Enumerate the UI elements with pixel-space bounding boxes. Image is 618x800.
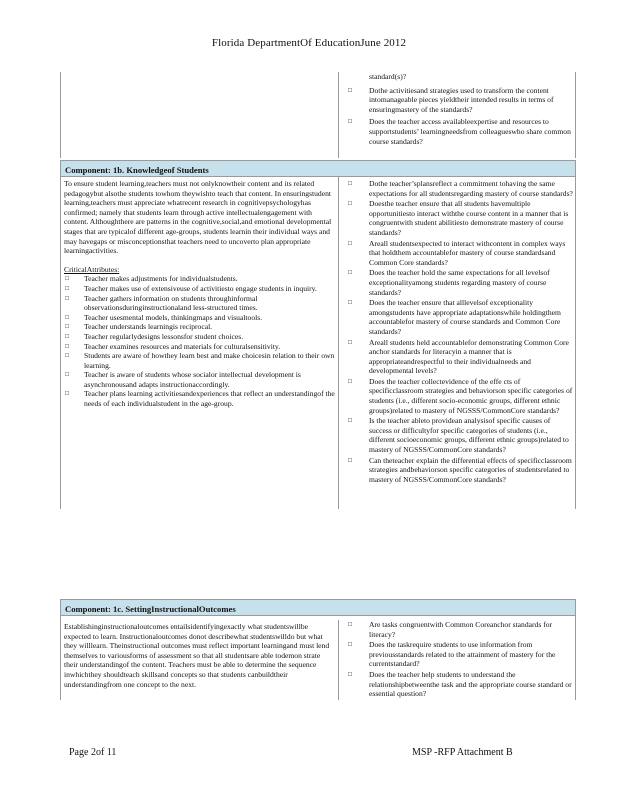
continuation-question: □ Does the teacher access availableexpertise and resources to supportstudents’ learningneedsfrom colleagueswho share common course standards? — [348, 117, 571, 146]
critical-attribute: □ Teacher makes use of extensiveuse of activitiesto engage students in inquiry. — [65, 283, 317, 293]
component-1b-right-cell — [339, 177, 575, 509]
component-1b-title: Component: 1b. Knowledgeof Students — [61, 160, 575, 177]
component-1b-description: To ensure student learning,teachers must not onlyknowtheir content and its related pedagogybut alsothe students towhom theywishto teach that content. In ensuringstudent learning,teachers must appreciate whatrecent research in cognitivepsychologyhas confirmed; namely that students learn through active intellectualengagement with content. Althoughthere are patterns in the cognitive,social,and emotional developmental stages that are typicalof different age-groups, students learnin their individual ways and may havegaps or misconceptionsthat teachers need to uncoverto plan appropriate learningactivities. — [64, 179, 332, 256]
critical-attributes-label: CriticalAttributes: — [64, 264, 120, 274]
continuation-block — [60, 72, 576, 158]
bullet-icon: □ — [65, 342, 69, 350]
component-1b-left-cell — [61, 177, 339, 509]
bullet-icon: □ — [65, 313, 69, 321]
bullet-icon: □ — [65, 323, 69, 331]
bullet-icon: □ — [348, 118, 352, 126]
continuation-right-cell — [339, 72, 575, 158]
critical-attribute: □ Teacher is aware of students whose socialor intellectual development is asynchronousand adapts instructionaccordingly. — [65, 370, 301, 389]
bullet-icon: □ — [65, 371, 69, 379]
critical-attribute: □ Teacher makes adjustments for individualstudents. — [65, 274, 238, 284]
component-1b-table — [60, 160, 576, 509]
bullet-icon: □ — [348, 239, 352, 247]
bullet-icon: □ — [65, 275, 69, 283]
bullet-icon: □ — [348, 86, 352, 94]
bullet-icon: □ — [65, 390, 69, 398]
bullet-icon: □ — [348, 641, 352, 649]
component-1c-description: Establishinginstructionaloutcomes entailsidentifyingexactly what studentswillbe expected to learn. Instructionaloutcomes donot describewhat studentswilldo but what they willlearn. Theinstructional outcomes must reflect important learningand must lend themselves to variousforms of assessment so that all studentsare able todemon strate their understandingof the content. Teachers must be able to determine the sequence inwhichthey shouldteach skillsand concepts so that students canbuildtheir understandingfrom one concept to the next. — [64, 622, 330, 689]
bullet-icon: □ — [348, 621, 352, 628]
guiding-question: □ Areall students held accountablefor demonstrating Common Core anchor standards for literacyin a manner that is appropriateandrespectful to their individualneeds and developmental levels? — [348, 337, 569, 376]
bullet-icon: □ — [65, 294, 69, 302]
component-1c-right-cell — [339, 620, 575, 700]
bullet-icon: □ — [65, 332, 69, 340]
continuation-left-cell — [61, 72, 339, 158]
guiding-question: □ Is the teacher ableto providean analysisof specific causes of success or difficultyfor specific categories of students (i.e., different socioeconomic groups, different ethnic groups)related to mastery of NGSSS/CommonCore standards? — [348, 416, 569, 455]
guiding-question: □ Areall studentsexpected to interact withcontent in complex ways that holdthem accountablefor mastery of course standardsand Common Core standards? — [348, 238, 566, 267]
guiding-question: □ Are tasks congruentwith Common Coreanchor standards for literacy? — [348, 620, 553, 639]
bullet-icon: □ — [65, 284, 69, 292]
guiding-question: □ Does the teacher ensure that alllevelsof exceptionality amongstudents have appropriate adaptationswhile holdingthem accountablefor mastery of course standards and Common Core standards? — [348, 298, 561, 336]
bullet-icon: □ — [348, 180, 352, 187]
bullet-icon: □ — [348, 269, 352, 277]
critical-attribute: □ Teacher plans learning activitiesandexperiences that reflect an understandingof the needs of each individualstudent in the age-group. — [65, 389, 335, 409]
critical-attribute: □ Teacher gathers information on students throughinformal observationsduringinstructionaland less-structured times. — [65, 293, 258, 313]
critical-attribute: □ Students are aware of howthey learn best and make choicesin relation to their own learning. — [65, 351, 335, 370]
guiding-question: □ Does the teacher hold the same expectations for all levelsof exceptionalityamong students regarding mastery of course standards? — [348, 268, 550, 297]
continuation-question: □ Dothe activitiesand strategies used to transform the content intomanageable pieces yieldtheir intended results in terms of ensuringmastery of the standards? — [348, 85, 554, 114]
page-number: Page 2of 11 — [69, 747, 117, 758]
bullet-icon: □ — [348, 456, 352, 464]
attachment-label: MSP -RFP Attachment B — [412, 747, 513, 758]
guiding-question: □ Does the taskrequire students to use information from previousstandards related to the attainment of mastery for the currentstandard? — [348, 640, 556, 669]
bullet-icon: □ — [348, 299, 352, 307]
bullet-icon: □ — [348, 377, 352, 385]
component-1c-title: Component: 1c. SettingInstructionalOutcomes — [61, 599, 575, 616]
bullet-icon: □ — [348, 200, 352, 208]
bullet-icon: □ — [65, 352, 69, 360]
guiding-question: □ Does the teacher collectevidence of the effe cts of specificclassroom strategies and behaviorson specific categories of students (i.e., different socio-economic groups, different ethnic groups)related to mastery of NGSSS/CommonCore standards? — [348, 376, 573, 415]
page-header: Florida DepartmentOf EducationJune 2012 — [211, 37, 407, 49]
critical-attribute: □ Teacher understands learningis reciprocal. — [65, 322, 213, 332]
bullet-icon: □ — [348, 670, 352, 678]
critical-attribute: □ Teacher examines resources and materials for culturalsensitivity. — [65, 341, 281, 351]
bullet-icon: □ — [348, 417, 352, 425]
critical-attribute: □ Teacher usesmental models, thinkingmaps and visualtools. — [65, 312, 263, 322]
guiding-question: □ Can theteacher explain the differential effects of specificclassroom strategies andbehaviorson specific categories of studentsrelated to mastery of NGSSS/CommonCore standards? — [348, 455, 572, 484]
guiding-question: □ Dothe teacher’splansreflect a commitment tohaving the same expectations for all studentsregarding mastery of course standards? — [348, 179, 573, 198]
component-1c-left-cell — [61, 620, 339, 700]
guiding-question: □ Does the teacher help students to understand the relationshipbetweenthe task and the appropriate course standard or essential question? — [348, 669, 572, 699]
component-1c-table — [60, 599, 576, 700]
bullet-icon: □ — [348, 338, 352, 346]
critical-attribute: □ Teacher regularlydesigns lessonsfor student choices. — [65, 331, 244, 341]
continuation-line: standard(s)? — [369, 72, 407, 81]
guiding-question: □ Doesthe teacher ensure that all students havemultiple opportunitiesto interact withthe course content in a manner that is congruentwith student abilitiesto demonstrate mastery of course standards? — [348, 199, 569, 237]
